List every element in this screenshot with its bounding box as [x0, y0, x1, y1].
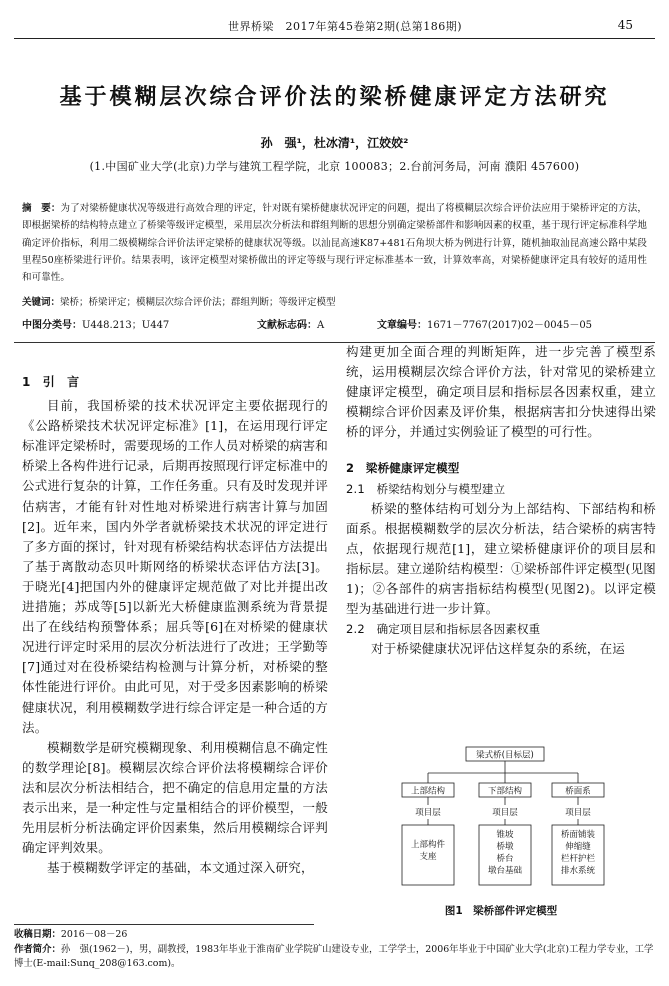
document-code: 文献标志码：A — [257, 320, 325, 331]
abstract-label: 摘 要： — [22, 203, 61, 214]
page-number: 45 — [617, 18, 633, 32]
figure-item: 排水系统 — [560, 866, 596, 876]
section-1-heading: 1 引 言 — [22, 375, 80, 389]
received-date: 收稿日期：2016－08－26 — [14, 929, 128, 940]
author-bio: 作者简介：孙 强(1962－)，男，副教授，1983年毕业于淮南矿业学院矿山建设专业，工学学士，2006年毕业于中国矿业大学(北京)工程力学专业，工学博士(E-mail:Sunq_208@163.com)。 — [14, 943, 654, 969]
clc-number: 中图分类号：U448.213；U447 — [22, 320, 170, 331]
keywords-label: 关键词： — [22, 297, 61, 308]
running-head — [0, 18, 669, 34]
figure-1-caption: 图1 梁桥部件评定模型 — [444, 905, 558, 917]
section-2-heading: 2 梁桥健康评定模型 — [346, 461, 460, 476]
left-column — [22, 372, 328, 878]
article-number: 文章编号：1671－7767(2017)02－0045－05 — [377, 320, 593, 331]
subsection-2-2-text: 对于桥梁健康状况评估这样复杂的系统，在运 — [371, 641, 626, 657]
footnote-rule — [14, 924, 314, 925]
subsection-2-1-heading: 2.1 桥梁结构划分与模型建立 — [346, 481, 506, 496]
figure-item: 支座 — [419, 852, 437, 862]
figure-item: 墩台基础 — [487, 866, 523, 876]
figure-item: 栏杆护栏 — [560, 854, 596, 864]
figure-part-deck-system: 桥面系 — [565, 786, 591, 797]
figure-item: 桥面铺装 — [560, 830, 596, 840]
figure-layer-label: 项目层 — [415, 808, 441, 818]
figure-part-substructure: 下部结构 — [487, 786, 523, 797]
subsection-2-1-text: 桥梁的整体结构可划分为上部结构、下部结构和桥面系。根据模糊数学的层次分析法，结合梁桥的病害特点，依据现行规范[1]，建立梁桥健康评价的项目层和指标层。建立递阶结构模型：①梁桥部件评定模型(见图1)；②各部件的病害指标结构模型(见图2)。以评定模型为基础进行进一步计算。 — [346, 500, 656, 617]
intro-paragraph-1: 目前，我国桥梁的技术状况评定主要依据现行的《公路桥梁技术状况评定标准》[1]，在运用现行评定标准评定梁桥时，需要现场的工作人员对桥梁的病害和桥梁上各构件进行记录，后期再按照现行评定标准中的公式进行复杂的计算，工作任务重。只有及时发现并评估病害，才能有针对性地对桥梁进行病害计算与加固[2]。近年来，国内外学者就桥梁技术状况的评定进行了多方面的探讨，针对现有桥梁结构状态评估方法提出了基于离散动态贝叶斯网络的桥梁状态评估方法[3]。于晓光[4]把国内外的健康评定规范做了对比并提出改进措施；苏成等[5]以新光大桥健康监测系统为背景提出了在线结构预警体系；屈兵等[6]在对桥梁的健康状况进行评定时采用的层次分析法进行了改进；王学勤等[7]通过对在役桥梁结构检测与计算分析，对桥梁的整体性能进行评价。由此可见，对于受多因素影响的桥梁健康状况，利用模糊数学进行综合评定是一种合适的方法。 — [22, 398, 328, 735]
figure-1-diagram — [400, 745, 610, 893]
affiliation: (1.中国矿业大学(北京)力学与建筑工程学院，北京 100083；2.台前河务局，河南 濮阳 457600) — [89, 160, 580, 173]
intro-paragraph-3: 基于模糊数学评定的基础，本文通过深入研究， — [47, 860, 314, 876]
abstract — [22, 200, 647, 286]
figure-item: 锥坡 — [496, 830, 514, 840]
figure-item: 桥墩 — [496, 842, 514, 852]
figure-item: 伸缩缝 — [565, 842, 591, 852]
paper-title: 基于模糊层次综合评价法的梁桥健康评定方法研究 — [59, 85, 610, 110]
keywords — [22, 294, 647, 308]
figure-root-node: 梁式桥(目标层) — [476, 750, 534, 761]
footnote — [14, 928, 655, 972]
figure-item: 上部构件 — [410, 840, 446, 850]
header-rule — [14, 38, 655, 39]
intro-paragraph-2: 模糊数学是研究模糊现象、利用模糊信息不确定性的数学理论[8]。模糊层次综合评价法将模糊综合评价法和层次分析法相结合，把不确定的信息用定量的方法表示出来，是一种定性与定量相结合的评价模型，一般先用层析分析法确定评价因素集，然后用模糊综合评判确定评判效果。 — [22, 739, 328, 856]
journal-info: 世界桥梁 2017年第45卷第2期(总第186期) — [228, 20, 463, 33]
figure-part-superstructure: 上部结构 — [410, 786, 446, 797]
subsection-2-2-heading: 2.2 确定项目层和指标层各因素权重 — [346, 622, 541, 637]
author-list: 孙 强¹，杜冰清¹，江姣姣² — [260, 136, 409, 150]
right-column — [346, 342, 656, 659]
keywords-text: 梁桥；桥梁评定；模糊层次综合评价法；群组判断；等级评定模型 — [60, 297, 336, 308]
figure-item: 桥台 — [496, 854, 514, 864]
abstract-text: 为了对梁桥健康状况等级进行高效合理的评定，针对既有梁桥健康状况评定的问题，提出了将模糊层次综合评价法应用于梁桥评定的方法，即根据梁桥的结构特点建立了桥梁等级评定模型，采用层次分析法和群组判断的思想分别确定梁桥部件和影响因素的权重，基于现行评定标准科学地确定评价指标，利用二级模糊综合评价法评定梁桥的健康状况等级。以汕昆高速K87+481石角坝大桥为例进行计算，随机抽取汕昆高速公路中某段里程50座桥梁进行评价。结果表明，该评定模型对梁桥做出的评定等级与现行评定标准基本一致，计算效率高，对梁桥健康评定具有较好的适用性和可靠性。 — [22, 203, 647, 284]
figure-layer-label: 项目层 — [565, 808, 591, 818]
intro-paragraph-3-cont: 构建更加全面合理的判断矩阵，进一步完善了模型系统，运用模糊层次综合评价方法，针对常见的梁桥建立健康评定模型，确定项目层和指标层各因素权重，建立模糊综合评价因素及评价集，根据病害扣分快速得出梁桥的评分，并通过实例验证了模型的可行性。 — [346, 344, 656, 440]
classification-row — [22, 316, 647, 332]
figure-layer-label: 项目层 — [492, 808, 518, 818]
